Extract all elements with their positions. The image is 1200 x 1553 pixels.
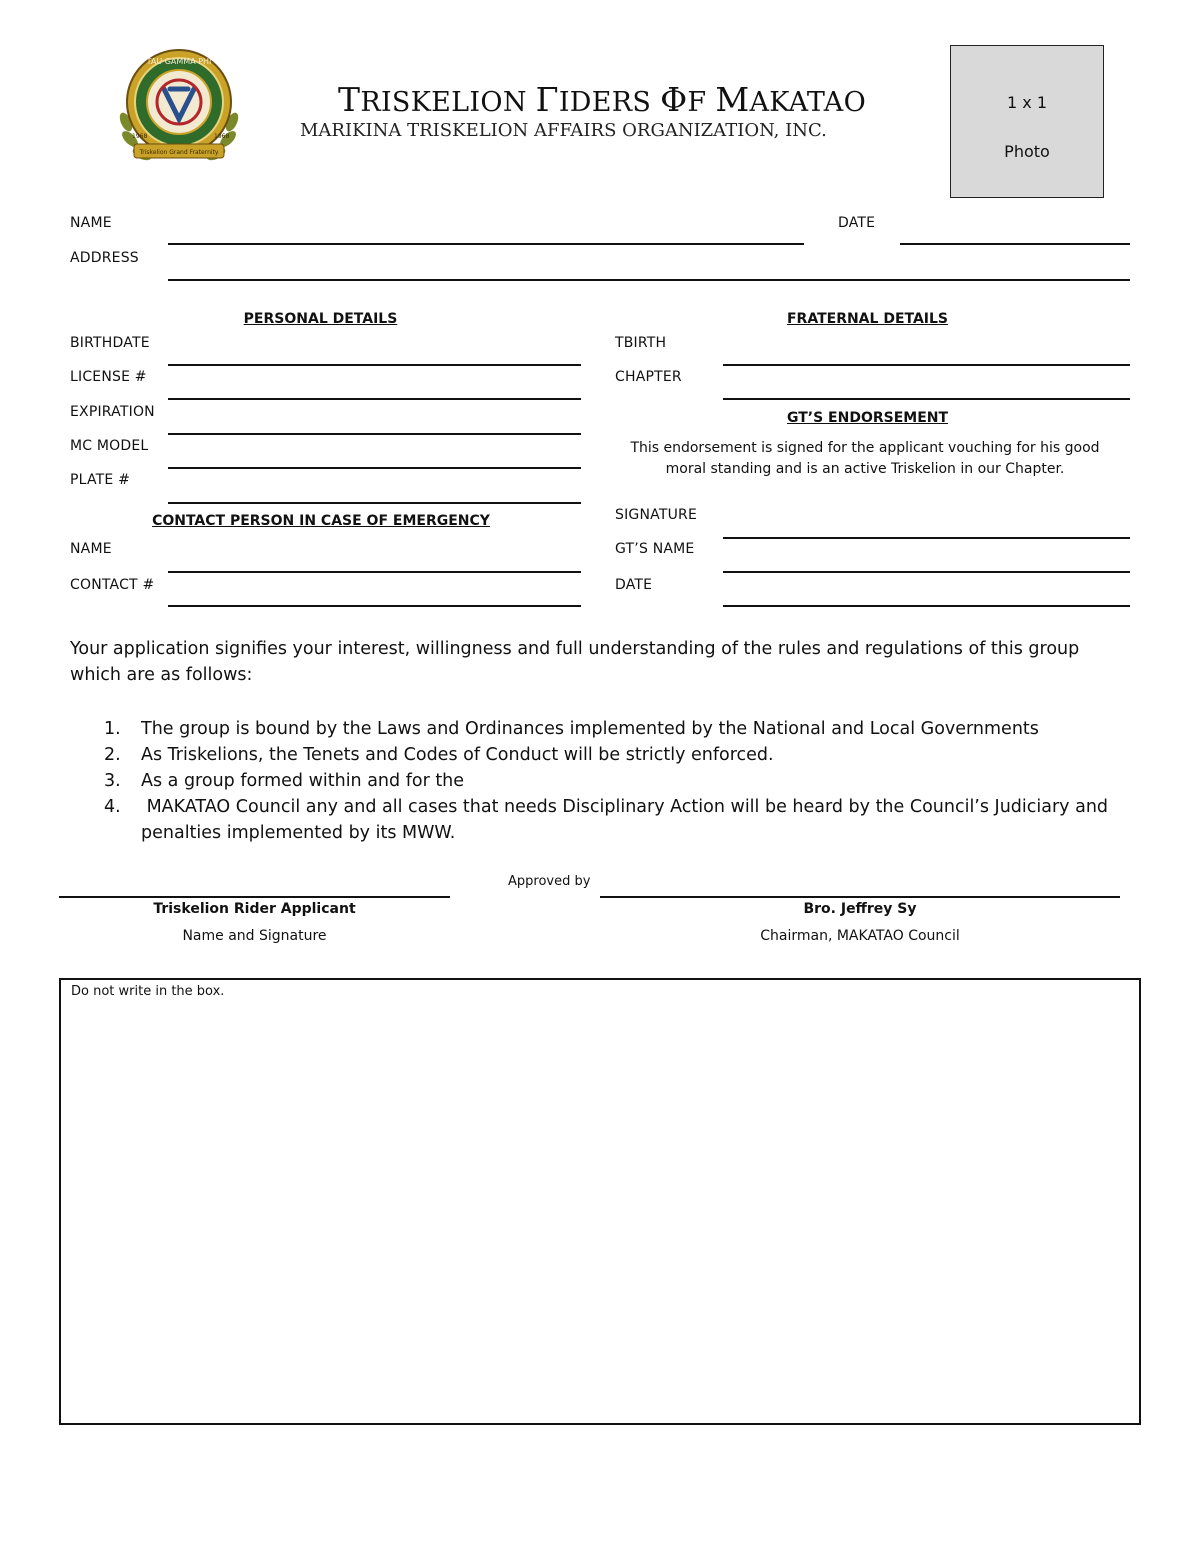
mc-model-label: MC MODEL	[70, 438, 149, 454]
title-part: F	[687, 87, 716, 118]
rule-number: 4.	[104, 797, 121, 817]
rule-item	[104, 716, 1114, 742]
chairman-title: Chairman, MAKATAO Council	[760, 928, 960, 944]
rule-text: As a group formed within and for the	[141, 771, 465, 791]
chairman-name: Bro. Jeffrey Sy	[803, 901, 917, 917]
rule-item	[104, 794, 1114, 846]
rule-number: 2.	[104, 745, 121, 765]
date-label: DATE	[838, 215, 876, 231]
personal-details-heading: PERSONAL DETAILS	[243, 311, 398, 327]
chapter-label: CHAPTER	[615, 369, 682, 385]
rule-number: 3.	[104, 771, 121, 791]
title-initial: Γ	[535, 80, 559, 119]
mc-model-field[interactable]	[168, 467, 581, 469]
emergency-contact-label: CONTACT #	[70, 577, 155, 593]
photo-size-label: 1 x 1	[1007, 93, 1047, 112]
birthdate-label: BIRTHDATE	[70, 335, 150, 351]
seal-ring-text: Triskelion Grand Fraternity	[139, 149, 219, 156]
approver-signature-line[interactable]	[600, 896, 1120, 898]
gt-date-field[interactable]	[723, 605, 1130, 607]
license-field[interactable]	[168, 398, 581, 400]
photo-label: Photo	[1004, 142, 1050, 161]
seal-year-left: 1968	[132, 133, 148, 140]
organization-title	[338, 80, 866, 119]
title-part: IDERS	[558, 87, 661, 118]
tbirth-field[interactable]	[723, 364, 1130, 366]
emergency-name-field[interactable]	[168, 571, 581, 573]
rule-text: The group is bound by the Laws and Ordinances implemented by the National and Local Governments	[141, 719, 1039, 739]
gt-name-label: GT’S NAME	[615, 541, 695, 557]
gt-signature-field[interactable]	[723, 537, 1130, 539]
expiration-field[interactable]	[168, 433, 581, 435]
title-initial: T	[338, 80, 361, 119]
rule-text: As Triskelions, the Tenets and Codes of Conduct will be strictly enforced.	[141, 745, 774, 765]
terms-intro-line: which are as follows:	[70, 665, 253, 685]
terms-intro-line: Your application signifies your interest, willingness and full understanding of the rules and regulations of this group	[70, 639, 1080, 659]
gt-endorsement-heading: GT’S ENDORSEMENT	[786, 410, 949, 426]
rules-list	[104, 716, 1114, 846]
seal-year-right: 1968	[214, 133, 230, 140]
rule-item	[104, 768, 1114, 794]
plate-field[interactable]	[168, 502, 581, 504]
title-initial: M	[715, 80, 750, 119]
license-label: LICENSE #	[70, 369, 147, 385]
office-use-box	[59, 978, 1141, 1425]
name-label: NAME	[70, 215, 112, 231]
expiration-label: EXPIRATION	[70, 404, 155, 420]
approved-by-label: Approved by	[508, 874, 591, 889]
chapter-field[interactable]	[723, 398, 1130, 400]
emergency-contact-field[interactable]	[168, 605, 581, 607]
address-field[interactable]	[168, 279, 1130, 281]
photo-placeholder	[950, 45, 1104, 198]
tbirth-label: TBIRTH	[615, 335, 667, 351]
address-label: ADDRESS	[70, 250, 139, 266]
office-use-note: Do not write in the box.	[71, 984, 225, 999]
emergency-contact-heading: CONTACT PERSON IN CASE OF EMERGENCY	[152, 513, 490, 529]
seal-top-text: TAU GAMMA PHI	[146, 57, 212, 66]
terms-intro	[70, 636, 1110, 688]
title-part: RISKELION	[360, 87, 536, 118]
plate-label: PLATE #	[70, 472, 131, 488]
rule-text: MAKATAO Council any and all cases that needs Disciplinary Action will be heard by the Council’s Judiciary and penalties implemented by its MWW.	[141, 797, 1114, 843]
rule-item	[104, 742, 1114, 768]
applicant-caption: Name and Signature	[182, 928, 327, 944]
applicant-title: Triskelion Rider Applicant	[153, 901, 356, 917]
organization-seal-logo	[114, 44, 244, 174]
birthdate-field[interactable]	[168, 364, 581, 366]
title-initial: Φ	[660, 80, 688, 119]
fraternal-details-heading: FRATERNAL DETAILS	[786, 311, 949, 327]
rule-number: 1.	[104, 719, 121, 739]
signature-label: SIGNATURE	[615, 507, 697, 523]
emergency-name-label: NAME	[70, 541, 112, 557]
organization-subtitle: MARIKINA TRISKELION AFFAIRS ORGANIZATION, INC.	[300, 120, 827, 141]
title-part: AKATAO	[749, 87, 867, 118]
gt-name-field[interactable]	[723, 571, 1130, 573]
applicant-signature-line[interactable]	[59, 896, 450, 898]
name-field[interactable]	[168, 243, 804, 245]
endorsement-text-line: moral standing and is an active Triskelion in our Chapter.	[665, 461, 1065, 477]
endorsement-text-line: This endorsement is signed for the applicant vouching for his good	[630, 440, 1100, 456]
gt-date-label: DATE	[615, 577, 653, 593]
endorsement-text	[615, 438, 1115, 480]
date-field[interactable]	[900, 243, 1130, 245]
